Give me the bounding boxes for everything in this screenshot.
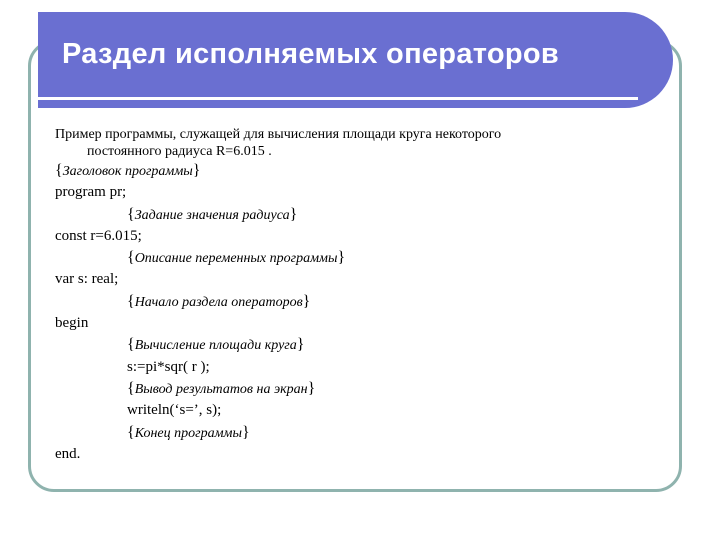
comment-open-brace: { xyxy=(55,162,63,179)
comment-open-brace: { xyxy=(127,423,135,441)
comment-close-brace: } xyxy=(192,162,201,179)
code-comment xyxy=(55,334,675,356)
comment-text: Конец программы xyxy=(134,425,242,441)
code-comment xyxy=(55,422,675,444)
code-statement: begin xyxy=(55,315,89,332)
comment-close-brace: } xyxy=(302,292,311,310)
code-comment xyxy=(55,291,675,313)
comment-close-brace: } xyxy=(296,336,305,354)
code-statement: end. xyxy=(55,445,81,462)
code-statement: var s: real; xyxy=(55,271,119,288)
comment-open-brace: { xyxy=(127,249,135,267)
comment-text: Заголовок программы xyxy=(62,164,193,179)
title-underline xyxy=(38,97,638,100)
comment-close-brace: } xyxy=(289,205,298,223)
code-comment xyxy=(55,204,675,226)
code-comment xyxy=(55,247,675,269)
comment-close-brace: } xyxy=(307,379,316,397)
code-statement: const r=6.015; xyxy=(55,227,142,244)
intro-paragraph xyxy=(55,126,675,160)
intro-line-2: постоянного радиуса R=6.015 . xyxy=(87,144,272,159)
code-comment xyxy=(55,378,675,400)
comment-text: Начало раздела операторов xyxy=(134,294,303,310)
code-comment xyxy=(55,160,675,182)
comment-text: Описание переменных программы xyxy=(134,251,338,267)
code-statement: program pr; xyxy=(55,184,127,201)
slide-title: Раздел исполняемых операторов xyxy=(62,38,560,70)
code-listing xyxy=(55,160,675,465)
comment-open-brace: { xyxy=(127,205,135,223)
comment-text: Вычисление площади круга xyxy=(134,338,297,354)
comment-text: Задание значения радиуса xyxy=(134,207,290,223)
code-statement: writeln(‘s=’, s); xyxy=(127,402,222,419)
comment-close-brace: } xyxy=(337,249,346,267)
slide-content xyxy=(55,126,675,465)
comment-text: Вывод результатов на экран xyxy=(134,381,308,397)
code-statement: s:=pi*sqr( r ); xyxy=(127,358,210,375)
comment-open-brace: { xyxy=(127,379,135,397)
intro-line-1: Пример программы, служащей для вычисления площади круга некоторого xyxy=(55,127,502,142)
comment-open-brace: { xyxy=(127,336,135,354)
comment-open-brace: { xyxy=(127,292,135,310)
comment-close-brace: } xyxy=(241,423,250,441)
